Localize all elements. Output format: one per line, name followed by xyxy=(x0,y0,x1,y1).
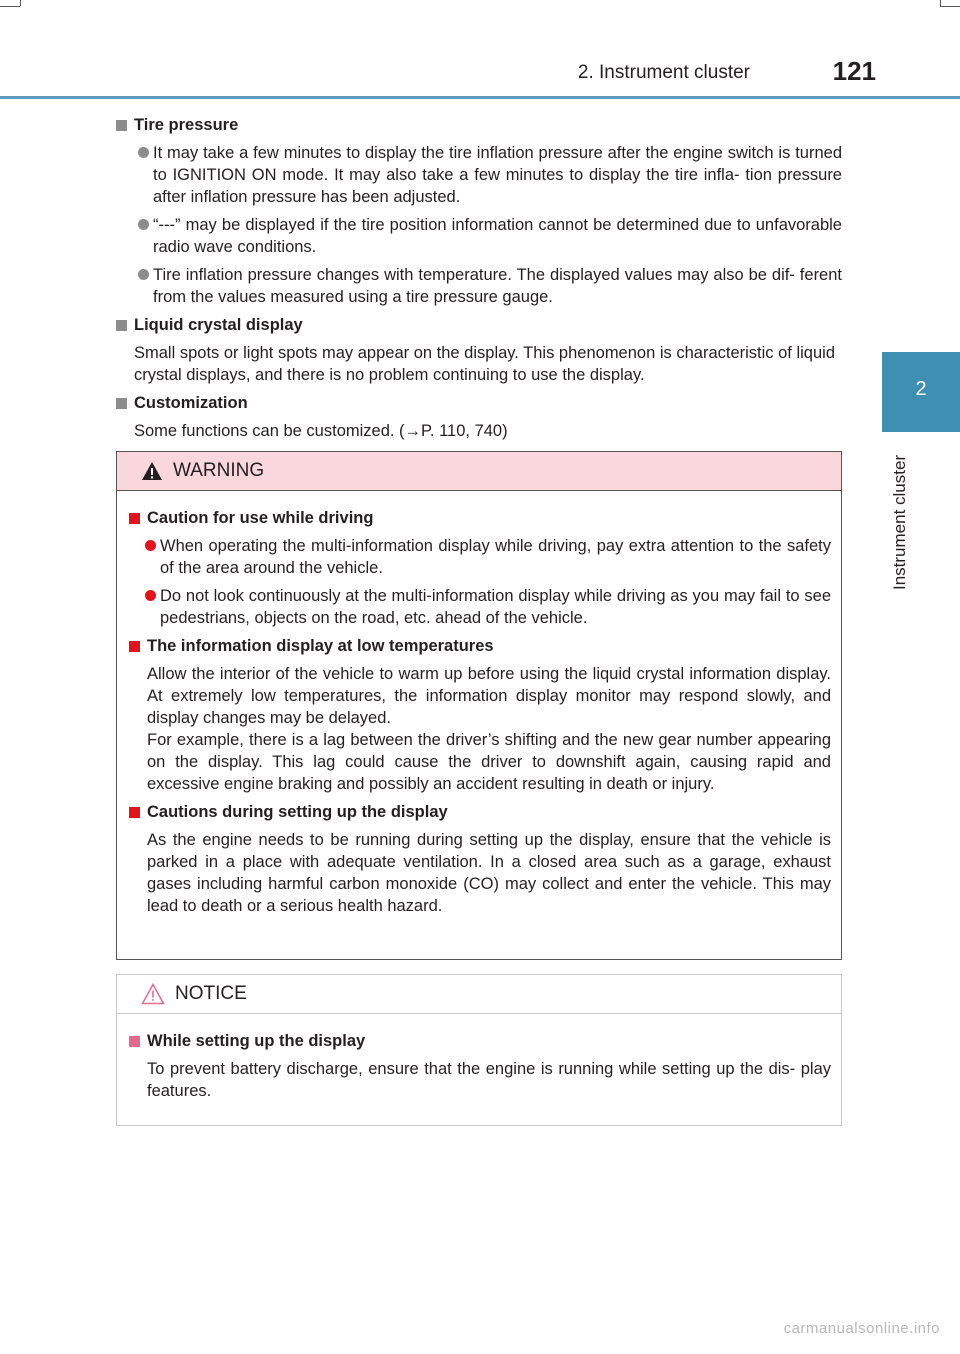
header-divider xyxy=(0,96,960,99)
notice-triangle-icon xyxy=(141,983,165,1005)
main-content xyxy=(116,108,842,442)
square-bullet-icon xyxy=(116,398,127,409)
circle-bullet-icon xyxy=(145,540,156,551)
paragraph: Small spots or light spots may appear on the display. This phenomenon is characteristic of liquid crystal displays, and there is no problem continuing to use the display. xyxy=(134,344,836,384)
chapter-title: 2. Instrument cluster xyxy=(577,62,750,83)
circle-bullet-icon xyxy=(138,219,149,230)
square-bullet-icon xyxy=(129,807,140,818)
notice-title: NOTICE xyxy=(175,983,247,1004)
circle-bullet-icon xyxy=(145,590,156,601)
list-item: Tire inflation pressure changes with temperature. The displayed values may also be dif- ferent from the values measured using a tire pressure gauge. xyxy=(116,264,842,308)
notice-body xyxy=(117,1014,841,1102)
page-number: 121 xyxy=(832,56,876,86)
list-item: “---” may be displayed if the tire position information cannot be determined due to unfavorable radio wave conditions. xyxy=(116,214,842,258)
warning-header xyxy=(117,452,841,491)
chapter-tab-number: 2 xyxy=(915,378,927,400)
watermark-logo: carmanualsonline.info xyxy=(783,1320,940,1337)
list-item: Do not look continuously at the multi-information display while driving as you may fail to see pedestrians, objects on the road, etc. ahead of the vehicle. xyxy=(129,585,831,629)
warning-title: WARNING xyxy=(173,460,265,481)
notice-box xyxy=(116,974,842,1126)
warning-heading-driving: Caution for use while driving xyxy=(129,507,831,529)
section-heading-customization: Customization xyxy=(116,392,842,414)
paragraph: Allow the interior of the vehicle to warm up before using the liquid crystal information display. At extremely low temperatures, the information display monitor may respond slowly, and display changes may be delayed. For example, there is a lag between the driver’s shifting and the new gear number appearing on the display. This lag could cause the driver to downshift again, causing rapid and excessive engine braking and possibly an accident resulting in death or injury. xyxy=(147,665,831,793)
circle-bullet-icon xyxy=(138,269,149,280)
warning-heading-low-temp: The information display at low temperatures xyxy=(129,635,831,657)
square-bullet-icon xyxy=(129,513,140,524)
chapter-tab[interactable] xyxy=(882,352,960,432)
paragraph: To prevent battery discharge, ensure that the engine is running while setting up the dis- play features. xyxy=(147,1060,831,1100)
section-heading-liquid-crystal: Liquid crystal display xyxy=(116,314,842,336)
square-bullet-icon xyxy=(116,120,127,131)
crop-mark xyxy=(940,0,941,6)
crop-mark xyxy=(20,0,21,6)
square-bullet-icon xyxy=(129,1036,140,1047)
chapter-side-label xyxy=(880,440,910,600)
customization-reference[interactable]: Some functions can be customized. (→P. 110, 740) xyxy=(134,422,508,440)
list-item: It may take a few minutes to display the tire inflation pressure after the engine switch is turned to IGNITION ON mode. It may also take a few minutes to display the tire infla- tion pressure after inflation pressure has been adjusted. xyxy=(116,142,842,208)
crop-mark xyxy=(940,6,960,7)
warning-box xyxy=(116,451,842,960)
chapter-side-label-text: Instrument cluster xyxy=(890,454,909,590)
section-heading-tire-pressure: Tire pressure xyxy=(116,114,842,136)
square-bullet-icon xyxy=(116,320,127,331)
circle-bullet-icon xyxy=(138,147,149,158)
warning-triangle-icon xyxy=(141,461,163,481)
warning-heading-setup: Cautions during setting up the display xyxy=(129,801,831,823)
list-item: When operating the multi-information display while driving, pay extra attention to the safety of the area around the vehicle. xyxy=(129,535,831,579)
crop-mark xyxy=(0,6,20,7)
warning-body xyxy=(117,491,841,917)
notice-header xyxy=(117,975,841,1014)
square-bullet-icon xyxy=(129,641,140,652)
paragraph: As the engine needs to be running during setting up the display, ensure that the vehicle is parked in a place with adequate ventilation. In a closed area such as a garage, exhaust gases including harmful carbon monoxide (CO) may collect and enter the vehicle. This may lead to death or a serious health hazard. xyxy=(147,831,831,915)
notice-heading: While setting up the display xyxy=(129,1030,831,1052)
